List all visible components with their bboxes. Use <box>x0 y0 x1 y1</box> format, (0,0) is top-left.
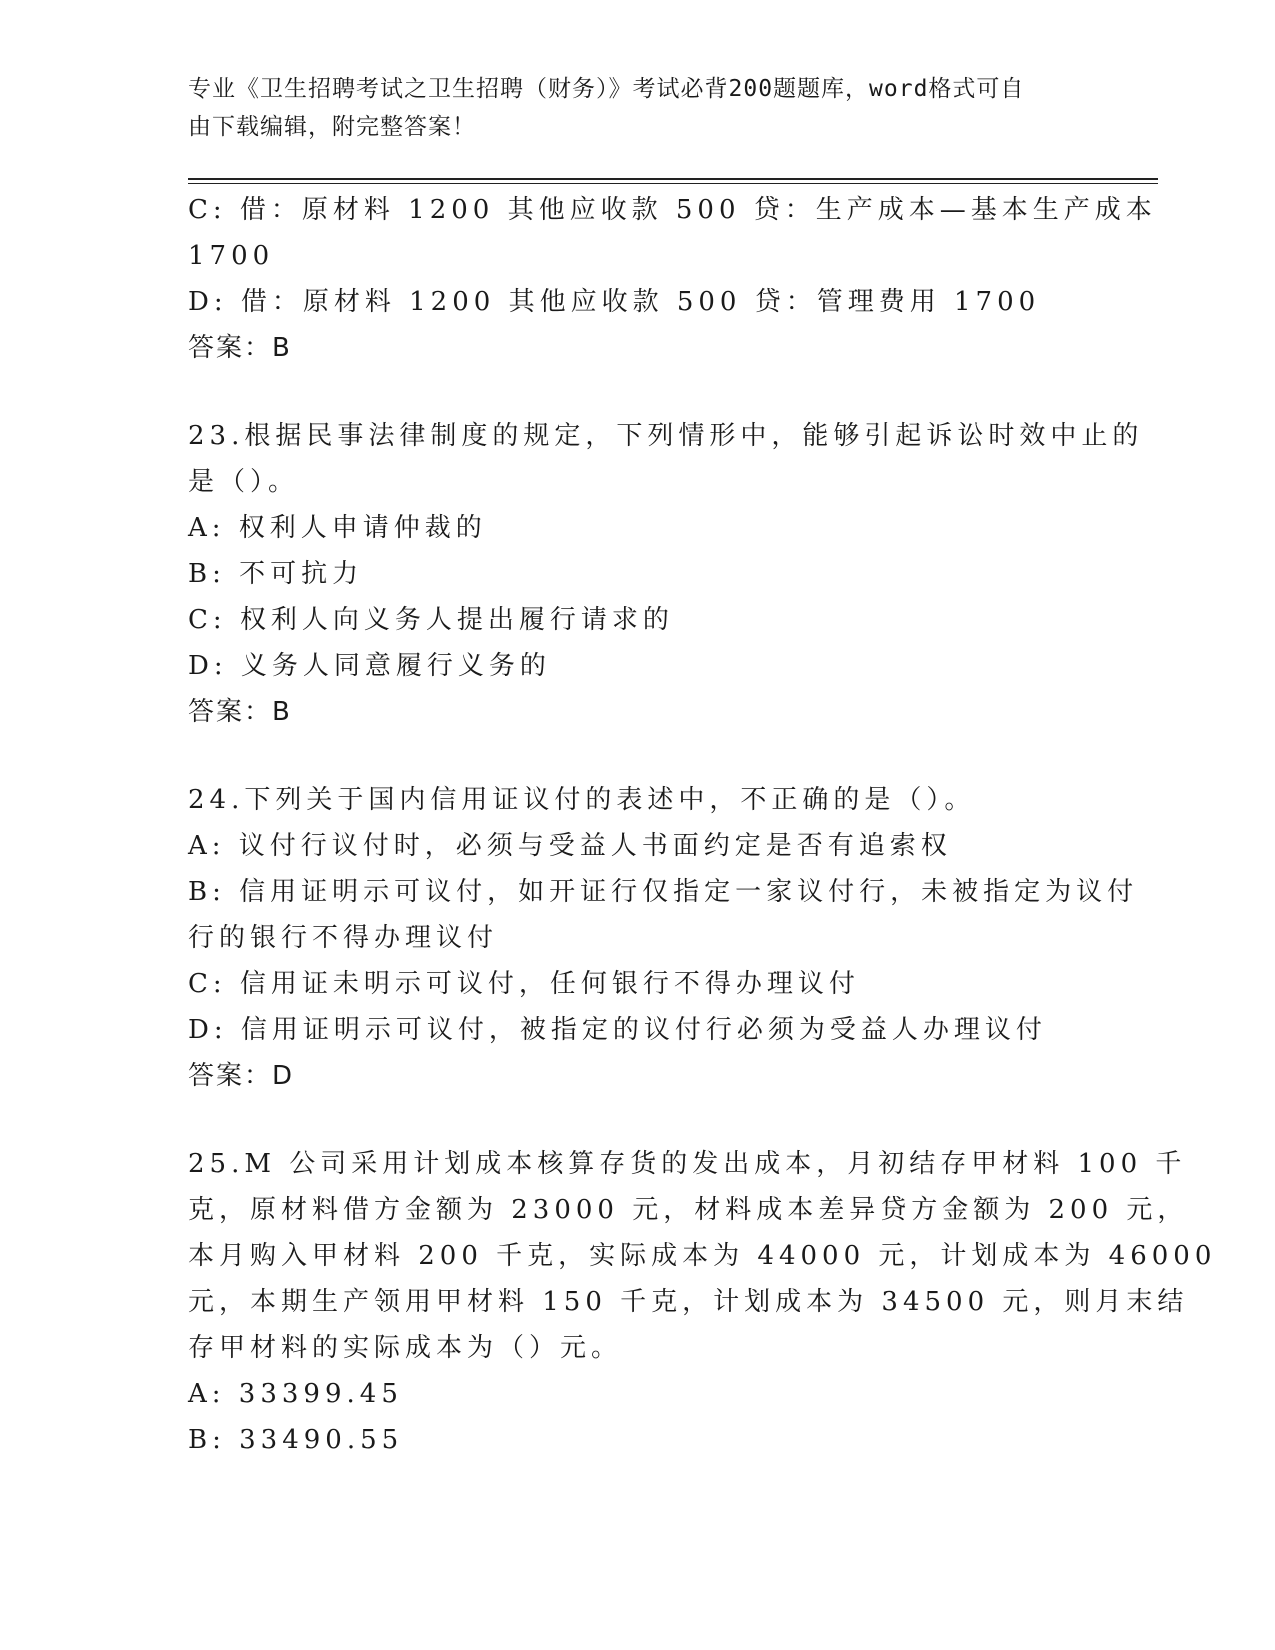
question-stem-continued: 是（）。 <box>188 467 300 497</box>
block-spacer <box>188 735 1088 777</box>
option-c: C: 权利人向义务人提出履行请求的 <box>188 605 674 635</box>
option-c: C: 信用证未明示可议付，任何银行不得办理议付 <box>188 969 860 999</box>
header-line-1: 专业《卫生招聘考试之卫生招聘（财务）》考试必背200题题库，word格式可自 <box>188 76 1025 102</box>
option-a: A: 33399.45 <box>188 1379 403 1409</box>
question-stem-continued: 存甲材料的实际成本为（）元。 <box>188 1333 623 1363</box>
question-block-24 <box>188 777 1139 1099</box>
question-block-22 <box>188 187 1157 371</box>
option-d: D: 信用证明示可议付，被指定的议付行必须为受益人办理议付 <box>188 1015 1047 1045</box>
header-line-2: 由下载编辑，附完整答案！ <box>188 114 476 140</box>
option-b: B: 33490.55 <box>188 1425 404 1455</box>
answer-line: 答案：B <box>188 697 292 727</box>
question-block-25 <box>188 1141 1217 1463</box>
header-divider-thin <box>188 183 1158 184</box>
option-b: B: 信用证明示可议付，如开证行仅指定一家议付行，未被指定为议付 <box>188 877 1139 907</box>
question-stem: 24.下列关于国内信用证议付的表述中，不正确的是（）。 <box>188 785 976 815</box>
block-spacer <box>188 371 1088 413</box>
question-stem-continued: 克，原材料借方金额为 23000 元，材料成本差异贷方金额为 200 元， <box>188 1195 1189 1225</box>
option-a: A: 权利人申请仲裁的 <box>188 513 487 543</box>
question-stem: 25.M 公司采用计划成本核算存货的发出成本，月初结存甲材料 100 千 <box>188 1149 1187 1179</box>
option-c-continued: 1700 <box>188 241 275 271</box>
question-stem-continued: 本月购入甲材料 200 千克，实际成本为 44000 元，计划成本为 46000 <box>188 1241 1217 1271</box>
block-spacer <box>188 1099 1088 1141</box>
answer-line: 答案：D <box>188 1061 295 1091</box>
option-d: D: 借：原材料 1200 其他应收款 500 贷：管理费用 1700 <box>188 287 1041 317</box>
question-block-23 <box>188 413 1144 735</box>
question-stem-continued: 元，本期生产领用甲材料 150 千克，计划成本为 34500 元，则月末结 <box>188 1287 1189 1317</box>
question-stem: 23.根据民事法律制度的规定，下列情形中，能够引起诉讼时效中止的 <box>188 421 1144 451</box>
option-b: B: 不可抗力 <box>188 559 364 589</box>
option-c: C: 借：原材料 1200 其他应收款 500 贷：生产成本—基本生产成本 <box>188 195 1157 225</box>
header-divider-thick <box>188 178 1158 180</box>
option-a: A: 议付行议付时，必须与受益人书面约定是否有追索权 <box>188 831 952 861</box>
question-content <box>188 187 1217 1463</box>
option-d: D: 义务人同意履行义务的 <box>188 651 551 681</box>
document-header <box>188 70 1068 146</box>
answer-line: 答案：B <box>188 333 292 363</box>
option-b-continued: 行的银行不得办理议付 <box>188 923 499 953</box>
